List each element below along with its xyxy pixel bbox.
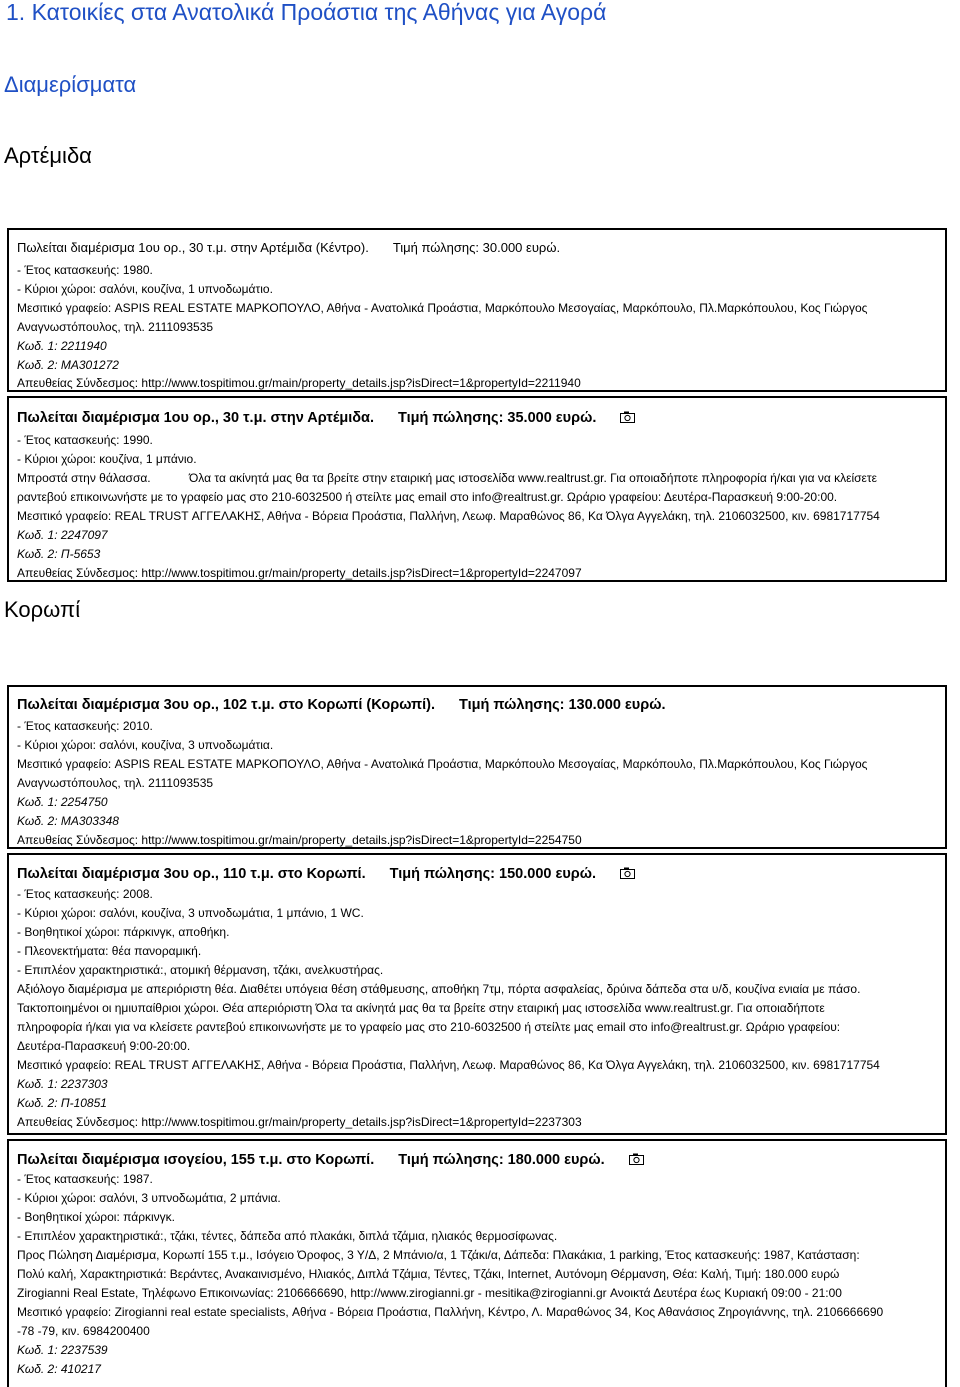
listing-detail: Μεσιτικό γραφείο: ASPIS REAL ESTATE ΜΑΡΚΟΠΟΥΛΟ, Αθήνα - Ανατολικά Προάστια, Μαρκόπουλο Μεσογαίας, Μαρκόπουλο, Πλ.Μαρκόπουλου, Κος Γιώργος xyxy=(17,757,868,771)
listing-title xyxy=(17,240,560,256)
listing-detail: ραντεβού επικοινωνήστε με το γραφείο μας στο 210-6032500 ή στείλτε μας email στο info@realtrust.gr. Ωράριο γραφείου: Δευτέρα-Παρασκευή 9:00-20:00. xyxy=(17,490,838,504)
listing-detail: - Κύριοι χώροι: σαλόνι, κουζίνα, 3 υπνοδωμάτια, 1 μπάνιο, 1 WC. xyxy=(17,906,364,920)
listing-detail: - Κύριοι χώροι: σαλόνι, κουζίνα, 3 υπνοδωμάτια. xyxy=(17,738,274,752)
listing-card xyxy=(7,228,947,392)
listing-detail: - Έτος κατασκευής: 2010. xyxy=(17,719,153,733)
listing-code-1: Κωδ. 1: 2247097 xyxy=(17,528,108,542)
listing-price: Τιμή πώλησης: 150.000 ευρώ. xyxy=(389,866,597,882)
listing-detail: Αναγνωστόπουλος, τηλ. 2111093535 xyxy=(17,776,214,790)
listing-code-1: Κωδ. 1: 2211940 xyxy=(17,339,107,353)
listing-title xyxy=(17,697,665,713)
listing-code-1: Κωδ. 1: 2237303 xyxy=(17,1077,108,1091)
listing-detail: Όλα τα ακίνητά μας θα τα βρείτε στην εταιρική μας ιστοσελίδα www.realtrust.gr. Για οποιαδήποτε πληροφορία ή/και για να κλείσετε xyxy=(189,471,877,485)
listing-detail: - Επιπλέον χαρακτηριστικά:, ατομική θέρμανση, τζάκι, ανελκυστήρας. xyxy=(17,963,384,977)
listing-code-2: Κωδ. 2: 410217 xyxy=(17,1362,101,1376)
listing-detail: - Βοηθητικοί χώροι: πάρκινγκ. xyxy=(17,1210,176,1224)
listing-direct-link[interactable]: Απευθείας Σύνδεσμος: http://www.tospitimou.gr/main/property_details.jsp?isDirect=1&propertyId=2237303 xyxy=(17,1115,582,1129)
camera-icon[interactable] xyxy=(620,411,635,423)
listing-detail: - Επιπλέον χαρακτηριστικά:, τζάκι, τέντες, δάπεδα από πλακάκι, διπλά τζάμια, ηλιακός θερμοσίφωνας. xyxy=(17,1229,558,1243)
listing-code-2: Κωδ. 2: Π-5653 xyxy=(17,547,101,561)
listing-detail: - Κύριοι χώροι: σαλόνι, κουζίνα, 1 υπνοδωμάτιο. xyxy=(17,282,273,296)
listing-detail: Zirogianni Real Estate, Τηλέφωνο Επικοινωνίας: 2106666690, http://www.zirogianni.gr - mesitika@zirogianni.gr Ανοικτά Δευτέρα έως Κυριακή 09:00 - 21:00 xyxy=(17,1286,842,1300)
listing-price: Τιμή πώλησης: 35.000 ευρώ. xyxy=(398,410,597,426)
listing-detail: - Έτος κατασκευής: 2008. xyxy=(17,887,153,901)
listing-code-1: Κωδ. 1: 2237539 xyxy=(17,1343,108,1357)
listing-card xyxy=(7,685,947,849)
listing-detail: - Έτος κατασκευής: 1987. xyxy=(17,1172,153,1186)
listing-card xyxy=(7,1139,947,1387)
listing-detail: - Έτος κατασκευής: 1980. xyxy=(17,263,153,277)
listing-detail: Αξιόλογο διαμέρισμα με απεριόριστη θέα. Διαθέτει υπόγεια θέση στάθμευσης, αποθήκη 7τμ, πόρτα ασφαλείας, δρύινα δάπεδα στα υ/δ, κουζίνα ενιαία με πάσο. xyxy=(17,982,861,996)
listing-detail: - Κύριοι χώροι: κουζίνα, 1 μπάνιο. xyxy=(17,452,197,466)
category-heading: Διαμερίσματα xyxy=(4,72,137,97)
listing-price: Τιμή πώλησης: 30.000 ευρώ. xyxy=(392,240,561,255)
listing-code-2: Κωδ. 2: MA301272 xyxy=(17,358,119,372)
listing-code-2: Κωδ. 2: Π-10851 xyxy=(17,1096,107,1110)
listing-direct-link[interactable]: Απευθείας Σύνδεσμος: http://www.tospitimou.gr/main/property_details.jsp?isDirect=1&propertyId=2247097 xyxy=(17,566,582,580)
listing-direct-link[interactable]: Απευθείας Σύνδεσμος: http://www.tospitimou.gr/main/property_details.jsp?isDirect=1&propertyId=2254750 xyxy=(17,833,582,847)
listing-detail: - Πλεονεκτήματα: θέα πανοραμική. xyxy=(17,944,202,958)
listing-headline: Πωλείται διαμέρισμα 1ου ορ., 30 τ.μ. στην Αρτέμιδα (Κέντρο). xyxy=(17,240,369,255)
listing-direct-link[interactable]: Απευθείας Σύνδεσμος: http://www.tospitimou.gr/main/property_details.jsp?isDirect=1&propertyId=2211940 xyxy=(17,376,581,390)
listing-detail: - Έτος κατασκευής: 1990. xyxy=(17,433,153,447)
listing-detail: Αναγνωστόπουλος, τηλ. 2111093535 xyxy=(17,320,214,334)
listing-headline: Πωλείται διαμέρισμα 3ου ορ., 102 τ.μ. στο Κορωπί (Κορωπί). xyxy=(17,697,436,713)
listing-card xyxy=(7,396,947,582)
listing-headline: Πωλείται διαμέρισμα 1ου ορ., 30 τ.μ. στην Αρτέμιδα. xyxy=(17,410,374,426)
listing-detail: - Κύριοι χώροι: σαλόνι, 3 υπνοδωμάτια, 2 μπάνια. xyxy=(17,1191,281,1205)
listing-detail: - Βοηθητικοί χώροι: πάρκινγκ, αποθήκη. xyxy=(17,925,230,939)
listing-title xyxy=(17,866,635,882)
listing-card xyxy=(7,853,947,1135)
camera-icon[interactable] xyxy=(629,1153,644,1165)
listing-detail: Προς Πώληση Διαμέρισμα, Κορωπί 155 τ.μ., Ισόγειο Όροφος, 3 Υ/Δ, 2 Μπάνιο/α, 1 Τζάκι/α, Δάπεδα: Πλακάκια, 1 parking, Έτος κατασκευής: 1987, Κατάσταση: xyxy=(17,1248,860,1262)
listing-detail: Δευτέρα-Παρασκευή 9:00-20:00. xyxy=(17,1039,191,1053)
listing-detail: Μεσιτικό γραφείο: ASPIS REAL ESTATE ΜΑΡΚΟΠΟΥΛΟ, Αθήνα - Ανατολικά Προάστια, Μαρκόπουλο Μεσογαίας, Μαρκόπουλο, Πλ.Μαρκόπουλου, Κος Γιώργος xyxy=(17,301,868,315)
area-heading-koropi: Κορωπί xyxy=(4,597,81,622)
listing-headline: Πωλείται διαμέρισμα ισογείου, 155 τ.μ. στο Κορωπί. xyxy=(17,1152,375,1168)
listing-detail: -78 -79, κιν. 6984200400 xyxy=(17,1324,150,1338)
listing-price: Τιμή πώλησης: 180.000 ευρώ. xyxy=(398,1152,605,1168)
listing-detail: Τακτοποιημένοι οι ημιυπαίθριοι χώροι. Θέα απεριόριστη Όλα τα ακίνητά μας θα τα βρείτε στην εταιρική μας ιστοσελίδα www.realtrust.gr. Για οποιαδήποτε xyxy=(17,1001,825,1015)
listing-detail: Μεσιτικό γραφείο: REAL TRUST ΑΓΓΕΛΑΚΗΣ, Αθήνα - Βόρεια Προάστια, Παλλήνη, Λεωφ. Μαραθώνος 86, Κα Όλγα Αγγελάκη, τηλ. 2106032500, κιν. 6981717754 xyxy=(17,1058,880,1072)
camera-icon[interactable] xyxy=(620,867,635,879)
listing-title xyxy=(17,410,635,426)
listing-detail: Μεσιτικό γραφείο: Zirogianni real estate specialists, Αθήνα - Βόρεια Προάστια, Παλλήνη, Κέντρο, Λ. Μαραθώνος 34, Κος Αθανάσιος Ζηρογιάννης, τηλ. 2106666690 xyxy=(17,1305,884,1319)
page-title: 1. Κατοικίες στα Ανατολικά Προάστια της Αθήνας για Αγορά xyxy=(6,0,607,25)
listing-detail: Μπροστά στην θάλασσα. xyxy=(17,471,151,485)
listing-title xyxy=(17,1152,644,1168)
listing-price: Τιμή πώλησης: 130.000 ευρώ. xyxy=(459,697,666,713)
listing-headline: Πωλείται διαμέρισμα 3ου ορ., 110 τ.μ. στο Κορωπί. xyxy=(17,866,366,882)
listing-detail: πληροφορία ή/και για να κλείσετε ραντεβού επικοινωνήστε με το γραφείο μας στο 210-6032500 ή στείλτε μας email στο info@realtrust.gr. Ωράριο γραφείου: xyxy=(17,1020,841,1034)
listing-code-2: Κωδ. 2: MA303348 xyxy=(17,814,119,828)
area-heading-artemida: Αρτέμιδα xyxy=(4,143,92,168)
listing-code-1: Κωδ. 1: 2254750 xyxy=(17,795,108,809)
listing-detail: Μεσιτικό γραφείο: REAL TRUST ΑΓΓΕΛΑΚΗΣ, Αθήνα - Βόρεια Προάστια, Παλλήνη, Λεωφ. Μαραθώνος 86, Κα Όλγα Αγγελάκη, τηλ. 2106032500, κιν. 6981717754 xyxy=(17,509,880,523)
listing-detail: Πολύ καλή, Χαρακτηριστικά: Βεράντες, Ανακαινισμένο, Ηλιακός, Διπλά Τζάμια, Τέντες, Τζάκι, Internet, Αυτόνομη Θέρμανση, Θέα: Καλή, Τιμή: 180.000 ευρώ xyxy=(17,1267,840,1281)
